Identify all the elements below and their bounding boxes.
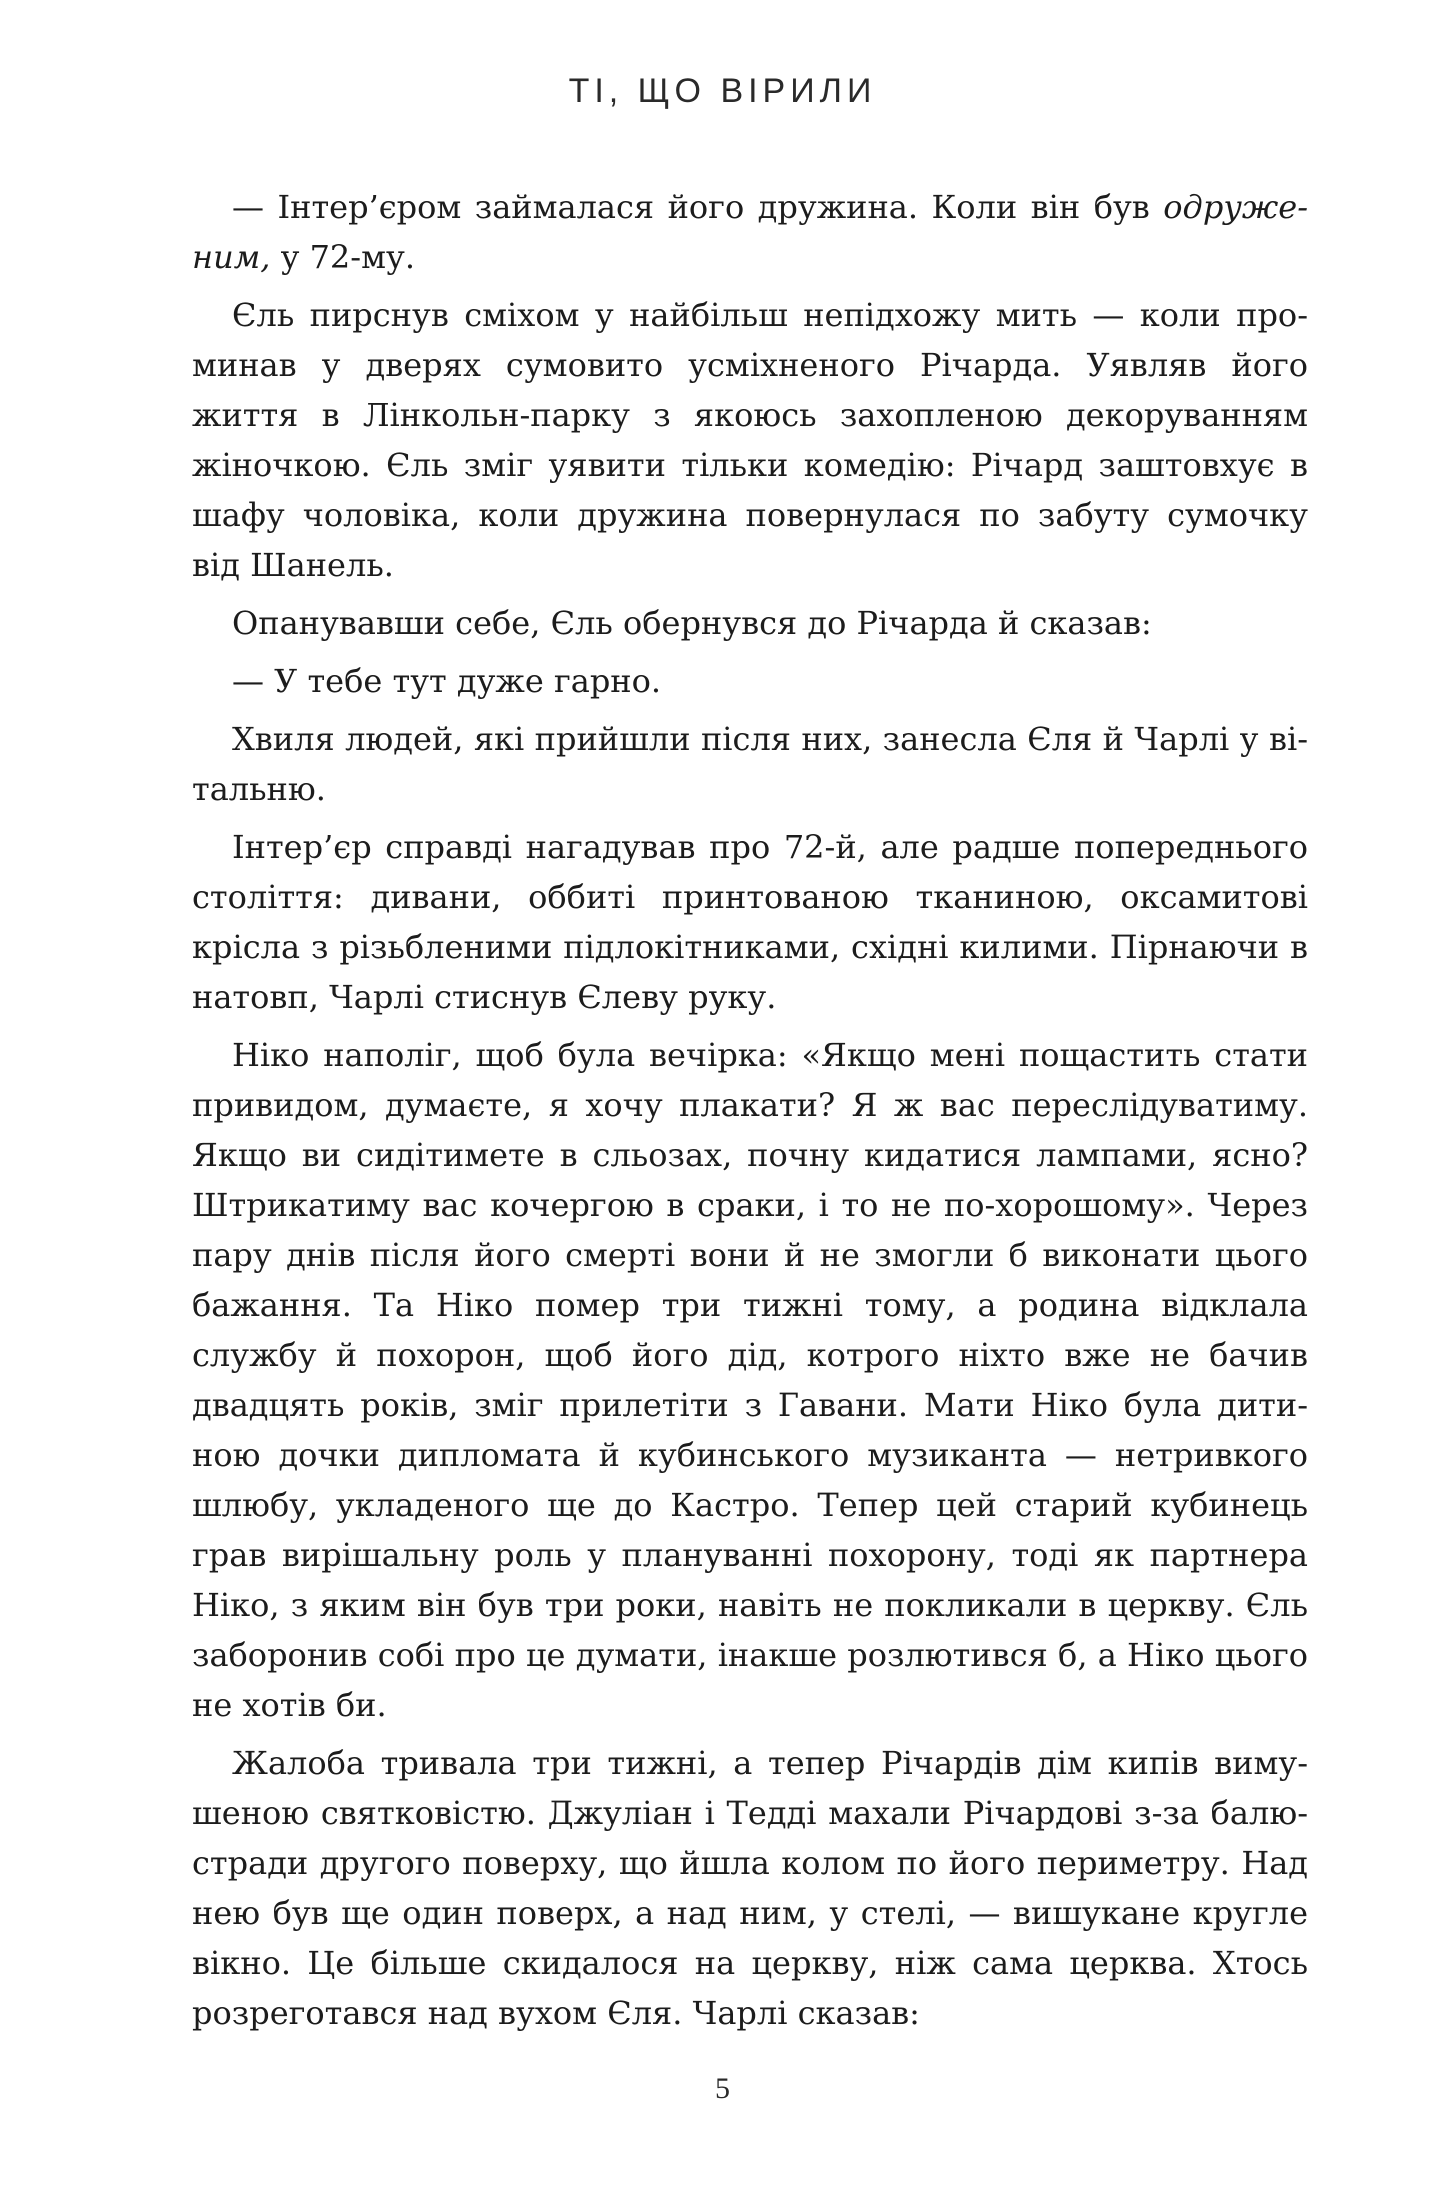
paragraph-4: — У тебе тут дуже гарно. (232, 662, 662, 700)
paragraph-1-emphasis: одружeним, (192, 188, 1308, 276)
book-page-body (192, 182, 1308, 2046)
paragraph-7: Ніко наполіг, щоб була вечірка: «Якщо мені пощастить стати привидом, думаєте, я хочу плакати? Я ж вас переслідуватиму. Якщо ви сидітимете в сльозах, почну кидатися лампами, ясно? Штрикатиму вас кочергою в сраки, і то не по-хорошому». Через пару днів після його смерті вони й не змогли б виконати цього бажання. Та Ніко помер три тижні тому, а родина відклала службу й похорон, щоб його дід, котрого ніхто вже не бачив двадцять років, зміг прилетіти з Гавани. Мати Ніко була дитиною дочки дипломата й кубинського музиканта — нетривкого шлюбу, укладеного ще до Кастро. Тепер цей старий кубинець грав вирішальну роль у плануванні похорону, тоді як партнера Ніко, з яким він був три роки, навіть не покликали в церкву. Єль заборонив собі про це думати, інакше розлютився б, а Ніко цього не хотів би. (192, 1036, 1308, 1724)
paragraph-1 (192, 182, 1308, 282)
paragraph-8: Жалоба тривала три тижні, а тепер Річардів дім кипів вимушеною святковістю. Джуліан і Тедді махали Річардові з-за балюстради другого поверху, що йшла колом по його периметру. Над нею був ще один поверх, а над ним, у стелі, — вишукане кругле вікно. Це більше скидалося на церкву, ніж сама церква. Хтось розреготався над вухом Єля. Чарлі сказав: (192, 1744, 1308, 2032)
running-head-title: ТІ, ЩО ВІРИЛИ (568, 72, 877, 110)
paragraph-1-text-a: — Інтер’єром займалася його дружина. Коли він був (232, 188, 1164, 226)
page-number: 5 (715, 2072, 730, 2105)
paragraph-5: Хвиля людей, які прийшли після них, занесла Єля й Чарлі у вітальню. (192, 720, 1308, 808)
paragraph-3: Опанувавши себе, Єль обернувся до Річарда й сказав: (232, 604, 1152, 642)
paragraph-1-text-b: у 72-му. (270, 238, 415, 276)
paragraph-2: Єль пирснув сміхом у найбільш непідхожу мить — коли проминав у дверях сумовито усміхненого Річарда. Уявляв його життя в Лінкольн-парку з якоюсь захопленою декоруванням жіночкою. Єль зміг уявити тільки комедію: Річард заштовхує в шафу чоловіка, коли дружина повернулася по забуту сумочку від Шанель. (192, 296, 1308, 584)
paragraph-6: Інтер’єр справді нагадував про 72-й, але радше попереднього століття: дивани, оббиті принтованою тканиною, оксамитові крісла з різьбленими підлокітниками, східні килими. Пірнаючи в натовп, Чарлі стиснув Єлеву руку. (192, 828, 1308, 1016)
